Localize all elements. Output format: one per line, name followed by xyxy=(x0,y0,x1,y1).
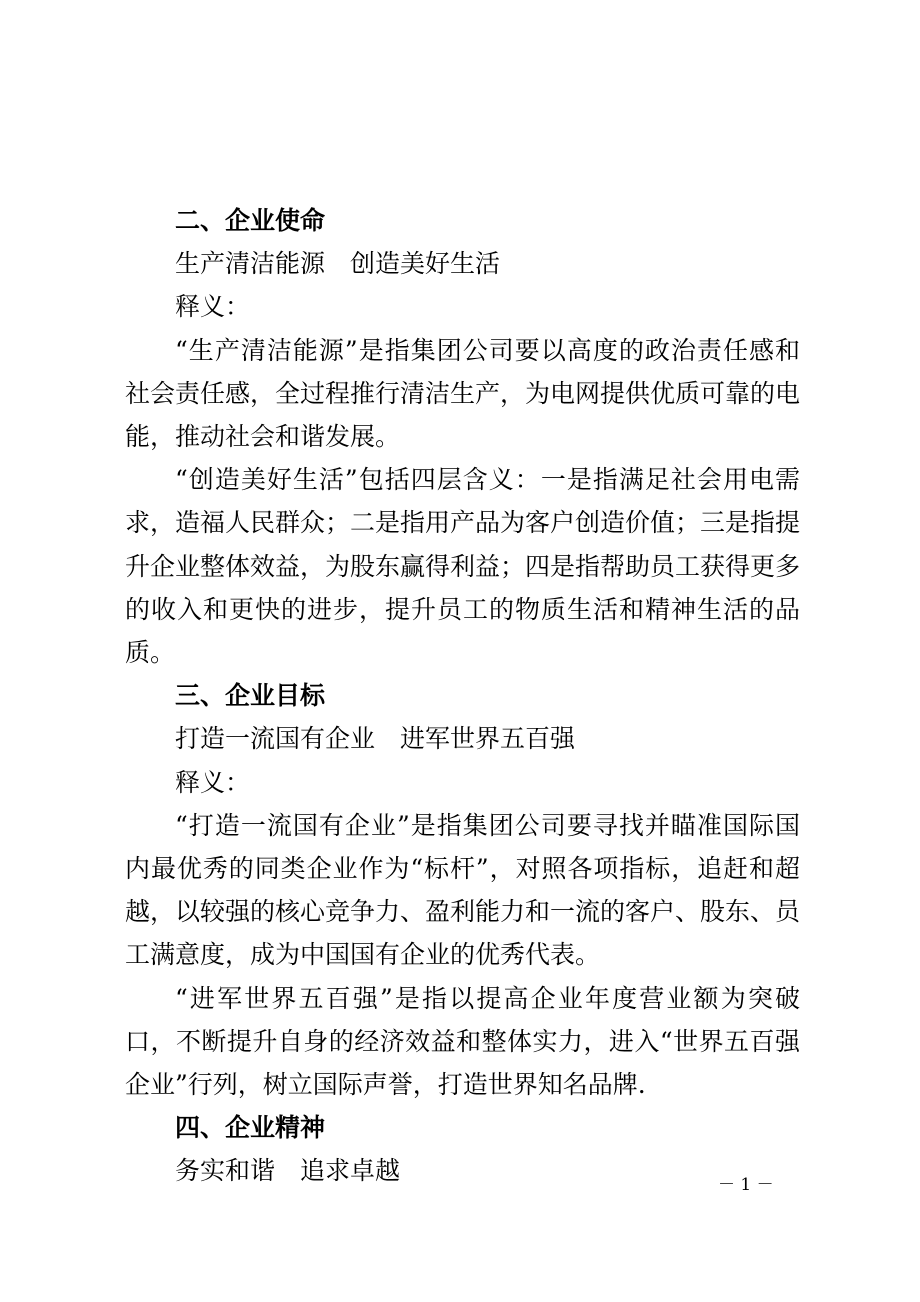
mission-explanation xyxy=(125,329,800,675)
section-heading-mission: 二、企业使命 xyxy=(175,206,326,235)
mission-paragraph-1: “生产清洁能源”是指集团公司要以高度的政治责任感和社会责任感，全过程推行清洁生产，为电网提供优质可靠的电能，推动社会和谐发展。 xyxy=(125,335,801,451)
mission-explanation-label: 释义： xyxy=(175,292,251,322)
goal-slogan: 打造一流国有企业 进军世界五百强 xyxy=(175,724,576,754)
goal-explanation-label: 释义： xyxy=(175,767,251,797)
section-heading-spirit: 四、企业精神 xyxy=(175,1113,326,1143)
document-body xyxy=(125,199,800,1193)
goal-explanation xyxy=(125,804,800,1106)
section-heading-goal: 三、企业目标 xyxy=(175,681,326,711)
spirit-slogan: 务实和谐 追求卓越 xyxy=(175,1156,401,1186)
mission-paragraph-2: “创造美好生活”包括四层含义：一是指满足社会用电需求，造福人民群众；二是指用产品为客户创造价值；三是指提升企业整体效益，为股东赢得利益；四是指帮助员工获得更多的收入和更快的进步，提升员工的物质生活和精神生活的品质。 xyxy=(125,465,801,667)
goal-paragraph-2: “进军世界五百强”是指以提高企业年度营业额为突破口，不断提升自身的经济效益和整体实力，进入“世界五百强企业”行列，树立国际声誉，打造世界知名品牌. xyxy=(125,983,800,1099)
mission-slogan: 生产清洁能源 创造美好生活 xyxy=(175,249,501,279)
page-number: － 1 － xyxy=(718,1175,774,1195)
goal-paragraph-1: “打造一流国有企业”是指集团公司要寻找并瞄准国际国内最优秀的同类企业作为“标杆”，对照各项指标，追赶和超越，以较强的核心竞争力、盈利能力和一流的客户、股东、员工满意度，成为中国国有企业的优秀代表。 xyxy=(125,810,801,970)
